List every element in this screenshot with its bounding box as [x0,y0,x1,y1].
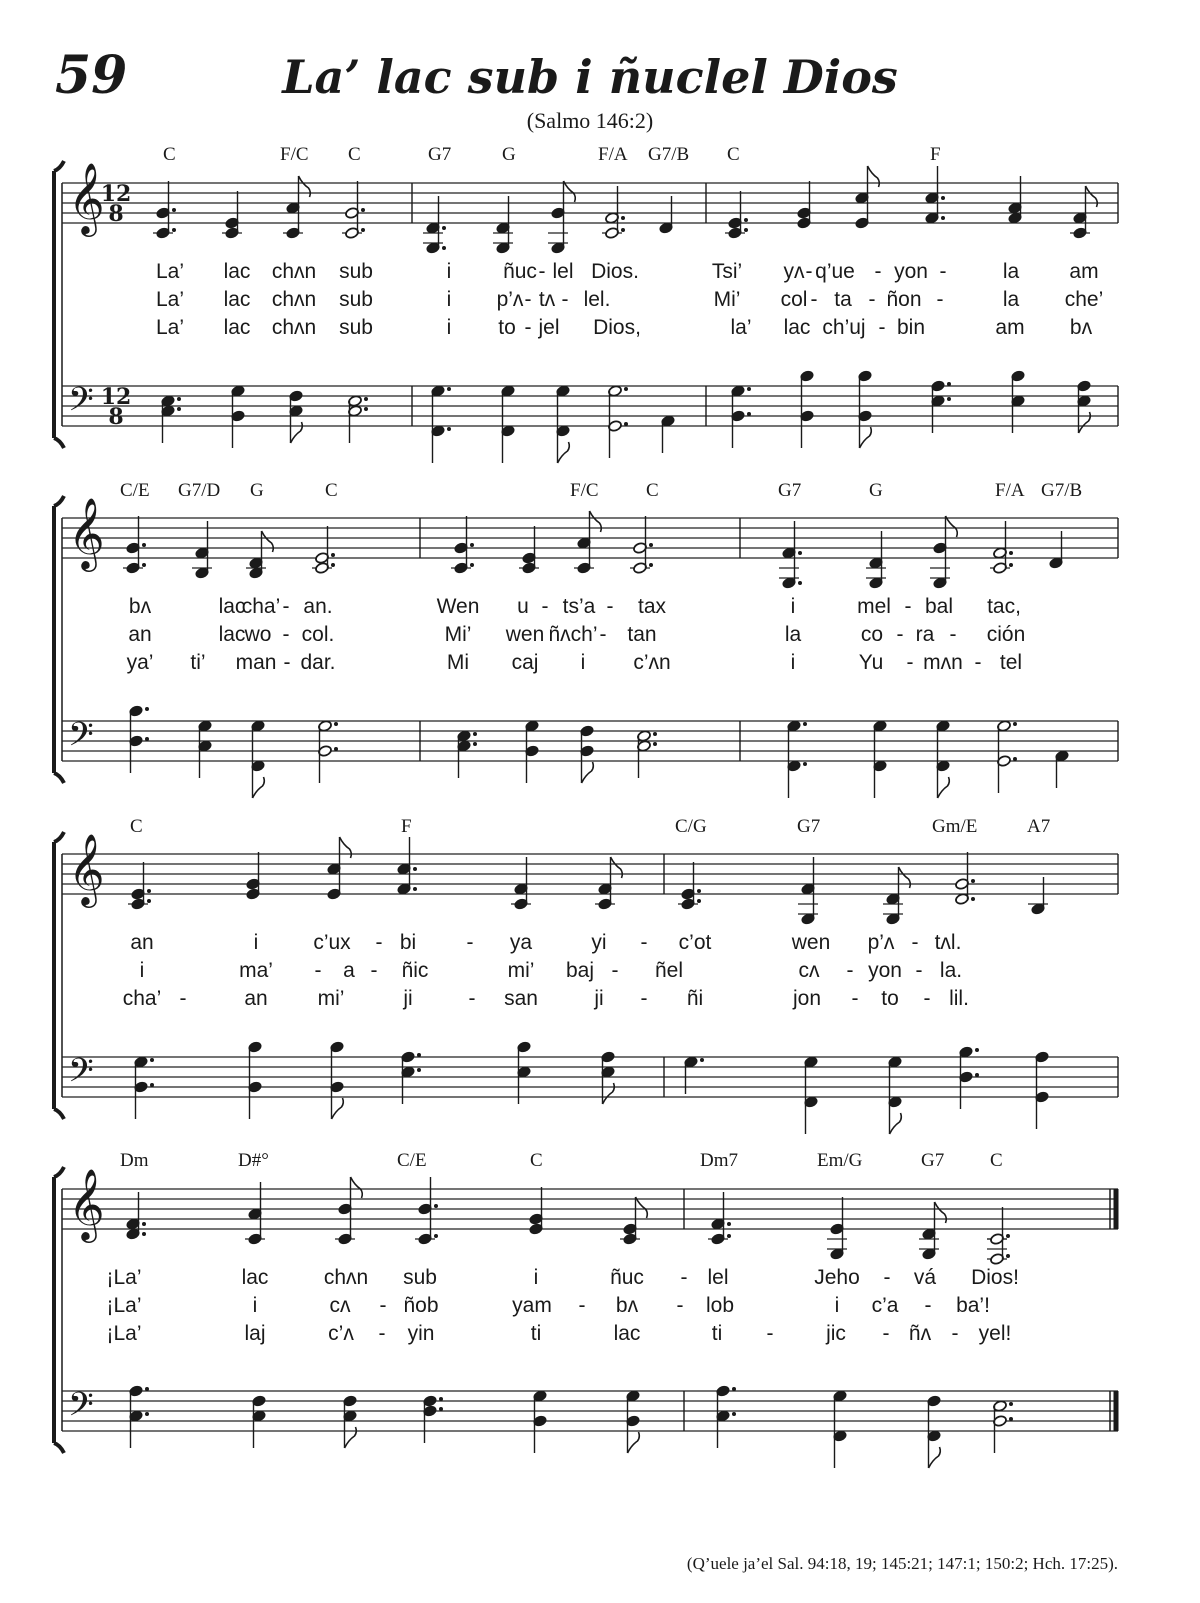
lyric-syllable: yon [894,260,928,283]
lyric-syllable: p’ʌ [496,288,524,311]
lyric-hyphen: - [680,1266,688,1289]
lyric-syllable: lel. [583,288,611,311]
time-signature-top: 12 [100,181,132,207]
lyric-syllable: lil. [949,987,969,1010]
lyric-syllable: baj [565,959,595,982]
lyric-syllable: man [235,651,277,674]
lyric-syllable: ñʌch’ [548,623,598,646]
lyric-syllable: ti’ [190,651,206,674]
hymn-title: La’ lac sub i ñuclel Dios [282,50,898,104]
lyric-hyphen: - [904,595,912,618]
lyric-syllable: wo [244,623,272,646]
lyric-hyphen: - [379,1294,387,1317]
lyric-syllable: ba’! [956,1294,990,1317]
lyric-syllable: bi [399,931,417,954]
lyric-syllable: ¡La’ [106,1266,142,1289]
chord-symbol: Dm7 [700,1150,738,1171]
lyric-syllable: lel [552,260,574,283]
lyric-hyphen: - [851,987,859,1010]
lyric-hyphen: - [906,651,914,674]
lyric-syllable: Mi’ [444,623,472,646]
lyric-hyphen: - [883,1266,891,1289]
lyric-syllable: che’ [1064,288,1104,311]
lyric-syllable: yel! [978,1322,1012,1345]
lyric-syllable: i [253,931,259,954]
lyric-syllable: tax [637,595,667,618]
lyric-syllable: jic [826,1322,846,1345]
lyric-syllable: am [995,316,1025,339]
lyric-syllable: i [834,1294,840,1317]
lyric-hyphen: - [640,987,648,1010]
lyric-syllable: bʌ [128,595,152,618]
lyric-syllable: ta [834,288,852,311]
lyric-syllable: ñuc [610,1266,644,1289]
lyric-syllable: i [139,959,145,982]
lyric-syllable: tel [999,651,1023,674]
lyric-syllable: ñic [401,959,429,982]
chord-symbol: F/C [570,480,599,501]
lyric-syllable: sub [403,1266,437,1289]
lyric-syllable: lac [223,260,251,283]
lyric-syllable: an. [303,595,333,618]
chord-symbol: G7/D [178,480,221,501]
lyric-syllable: ji [403,987,413,1010]
lyric-syllable: tʌ [538,288,556,311]
lyric-hyphen: - [561,288,569,311]
chord-symbol: Gm/E [932,816,978,837]
chord-symbol: C [990,1150,1003,1171]
lyric-syllable: La’ [155,316,185,339]
time-signature-bottom: 8 [108,404,124,430]
chord-symbol: Dm [120,1150,149,1171]
lyric-syllable: ts’a [562,595,596,618]
lyric-syllable: ñuc [503,260,537,283]
lyric-syllable: ción [986,623,1026,646]
lyric-hyphen: - [524,316,532,339]
lyric-syllable: a [343,959,355,982]
lyric-syllable: wen [791,931,831,954]
lyric-hyphen: - [599,623,607,646]
lyric-syllable: to [881,987,899,1010]
lyric-syllable: bʌ [615,1294,639,1317]
lyric-hyphen: - [936,288,944,311]
lyric-syllable: mel [857,595,891,618]
time-signature-top: 12 [100,384,132,410]
lyric-syllable: caj [511,651,539,674]
lyric-syllable: jon [792,987,822,1010]
lyric-hyphen: - [911,931,919,954]
lyric-hyphen: - [538,260,546,283]
lyric-syllable: lac [241,1266,269,1289]
lyric-syllable: cʌ [798,959,820,982]
chord-symbol: C [530,1150,543,1171]
lyric-hyphen: - [179,987,187,1010]
lyric-syllable: sub [339,260,373,283]
lyric-hyphen: - [676,1294,684,1317]
lyric-syllable: lac [223,316,251,339]
lyric-hyphen: - [896,623,904,646]
lyric-hyphen: - [282,623,290,646]
lyric-syllable: Jeho [814,1266,860,1289]
lyric-syllable: lac [613,1322,641,1345]
lyric-hyphen: - [282,595,290,618]
lyric-syllable: i [446,288,452,311]
lyric-hyphen: - [878,316,886,339]
lyric-hyphen: - [378,1322,386,1345]
lyric-syllable: ji [594,987,604,1010]
lyric-hyphen: - [541,595,549,618]
chord-symbol: G7/B [1041,480,1083,501]
lyric-syllable: lac [218,595,246,618]
chord-symbol: C/E [120,480,150,501]
lyric-syllable: an [128,623,152,646]
treble-clef-icon: 𝄞 [68,161,105,234]
lyric-hyphen: - [468,987,476,1010]
chord-symbol: G7 [797,816,821,837]
lyric-syllable: ñon [886,288,922,311]
hymn-number: 59 [55,45,128,106]
lyric-syllable: yon [868,959,902,982]
lyric-hyphen: - [375,931,383,954]
treble-clef-icon: 𝄞 [68,1167,105,1240]
chord-symbol: C [325,480,338,501]
lyric-hyphen: - [524,288,532,311]
lyric-syllable: ti [530,1322,542,1345]
lyric-syllable: mʌn [923,651,963,674]
lyric-syllable: bin [896,316,926,339]
lyric-syllable: i [533,1266,539,1289]
lyric-syllable: ti [711,1322,723,1345]
lyric-syllable: mi’ [317,987,345,1010]
lyric-syllable: lac [783,316,811,339]
chord-symbol: A7 [1027,816,1051,837]
lyric-syllable: chʌn [271,260,317,283]
lyric-hyphen: - [974,651,982,674]
lyric-hyphen: - [466,931,474,954]
lyric-syllable: ñʌ [908,1322,932,1345]
lyric-syllable: q’ue [815,260,855,283]
lyric-syllable: i [446,316,452,339]
lyric-hyphen: - [939,260,947,283]
lyric-syllable: la [1002,260,1020,283]
lyric-syllable: ra [915,623,935,646]
lyric-syllable: an [130,931,154,954]
lyric-syllable: lac [223,288,251,311]
lyric-hyphen: - [882,1322,890,1345]
lyric-syllable: i [252,1294,258,1317]
time-signature-bottom: 8 [108,201,124,227]
lyric-syllable: la [784,623,802,646]
lyric-hyphen: - [868,288,876,311]
lyric-syllable: lob [705,1294,735,1317]
lyric-syllable: tan [627,623,657,646]
lyric-syllable: i [790,651,796,674]
lyric-syllable: c’a [871,1294,899,1317]
lyric-hyphen: - [846,959,854,982]
lyric-syllable: Dios. [591,260,639,283]
lyric-syllable: tʌl. [934,931,962,954]
lyric-syllable: col. [301,623,335,646]
chord-symbol: Em/G [817,1150,863,1171]
lyric-syllable: cha’ [122,987,162,1010]
lyric-syllable: lac [218,623,246,646]
lyric-syllable: p’ʌ [867,931,895,954]
lyric-syllable: mi’ [507,959,535,982]
lyric-syllable: lel [707,1266,729,1289]
chord-symbol: F [930,144,941,165]
lyric-syllable: bal [924,595,954,618]
chord-symbol: C [727,144,740,165]
lyric-syllable: la [1002,288,1020,311]
lyric-hyphen: - [949,623,957,646]
lyric-syllable: Yu [858,651,884,674]
lyric-hyphen: - [314,959,322,982]
treble-clef-icon: 𝄞 [68,496,105,569]
chord-symbol: C/G [675,816,707,837]
lyric-hyphen: - [915,959,923,982]
lyric-hyphen: - [283,651,291,674]
chord-symbol: C/E [397,1150,427,1171]
lyric-syllable: la. [939,959,963,982]
lyric-syllable: laj [244,1322,266,1345]
lyric-syllable: i [580,651,586,674]
lyric-syllable: La’ [155,260,185,283]
lyric-hyphen: - [640,931,648,954]
lyric-syllable: vá [913,1266,937,1289]
scripture-reference: (Salmo 146:2) [526,108,654,133]
lyric-syllable: ¡La’ [106,1294,142,1317]
lyric-syllable: to [498,316,516,339]
chord-symbol: G7 [921,1150,945,1171]
lyric-syllable: ya’ [126,651,154,674]
lyric-syllable: yin [407,1322,435,1345]
lyric-syllable: Mi’ [713,288,741,311]
lyric-syllable: chʌn [323,1266,369,1289]
lyric-syllable: wen [505,623,545,646]
lyric-syllable: ma’ [239,959,273,982]
chord-symbol: C [163,144,176,165]
lyric-syllable: c’ʌ [328,1322,354,1345]
chord-symbol: F [401,816,412,837]
lyric-syllable: san [504,987,538,1010]
footnote: (Q’uele ja’el Sal. 94:18, 19; 145:21; 147:1; 150:2; Hch. 17:25). [686,1554,1118,1573]
lyric-syllable: i [446,260,452,283]
lyric-syllable: c’ʌn [633,651,671,674]
lyric-syllable: chʌn [271,316,317,339]
lyric-syllable: ya [509,931,533,954]
lyric-syllable: yʌ [783,260,805,283]
lyric-syllable: chʌn [271,288,317,311]
lyric-syllable: ñob [403,1294,439,1317]
lyric-syllable: Tsi’ [711,260,743,283]
lyric-syllable: sub [339,316,373,339]
lyric-hyphen: - [923,987,931,1010]
lyric-syllable: ñel [654,959,684,982]
lyric-syllable: ¡La’ [106,1322,142,1345]
chord-symbol: F/A [995,480,1025,501]
lyric-syllable: u [517,595,529,618]
lyric-hyphen: - [805,260,813,283]
lyric-hyphen: - [951,1322,959,1345]
lyric-syllable: cha’ [241,595,281,618]
lyric-syllable: ch’uj [822,316,866,339]
lyric-syllable: Mi [446,651,470,674]
lyric-hyphen: - [611,959,619,982]
lyric-hyphen: - [810,288,818,311]
chord-symbol: G7 [428,144,452,165]
chord-symbol: G7 [778,480,802,501]
lyric-hyphen: - [578,1294,586,1317]
lyric-syllable: c’ux [313,931,351,954]
lyric-syllable: cʌ [329,1294,351,1317]
chord-symbol: G [250,480,264,501]
chord-symbol: F/A [598,144,628,165]
lyric-syllable: am [1069,260,1099,283]
lyric-syllable: La’ [155,288,185,311]
lyric-hyphen: - [874,260,882,283]
chord-symbol: C [348,144,361,165]
chord-symbol: D#° [238,1150,269,1171]
chord-symbol: F/C [280,144,309,165]
lyric-syllable: dar. [300,651,336,674]
chord-symbol: G7/B [648,144,690,165]
lyric-syllable: an [244,987,268,1010]
lyric-syllable: yam [512,1294,552,1317]
chord-symbol: C [646,480,659,501]
lyric-syllable: yi [591,931,607,954]
chord-symbol: G [502,144,516,165]
lyric-syllable: Wen [436,595,480,618]
lyric-syllable: bʌ [1069,316,1093,339]
lyric-hyphen: - [606,595,614,618]
lyric-syllable: la’ [730,316,752,339]
lyric-syllable: ñi [686,987,704,1010]
chord-symbol: C [130,816,143,837]
treble-clef-icon: 𝄞 [68,832,105,905]
lyric-syllable: co [860,623,884,646]
bass-clef-icon: 𝄢 [68,716,94,762]
bass-clef-icon: 𝄢 [68,1052,94,1098]
lyric-syllable: tac, [987,595,1021,618]
lyric-syllable: c’ot [678,931,712,954]
lyric-syllable: i [790,595,796,618]
lyric-hyphen: - [924,1294,932,1317]
bass-clef-icon: 𝄢 [68,381,94,427]
lyric-hyphen: - [766,1322,774,1345]
lyric-hyphen: - [370,959,378,982]
chord-symbol: G [869,480,883,501]
lyric-syllable: Dios! [971,1266,1019,1289]
lyric-syllable: col [780,288,808,311]
lyric-syllable: Dios, [593,316,641,339]
bass-clef-icon: 𝄢 [68,1386,94,1432]
lyric-syllable: jel [538,316,560,339]
lyric-syllable: sub [339,288,373,311]
